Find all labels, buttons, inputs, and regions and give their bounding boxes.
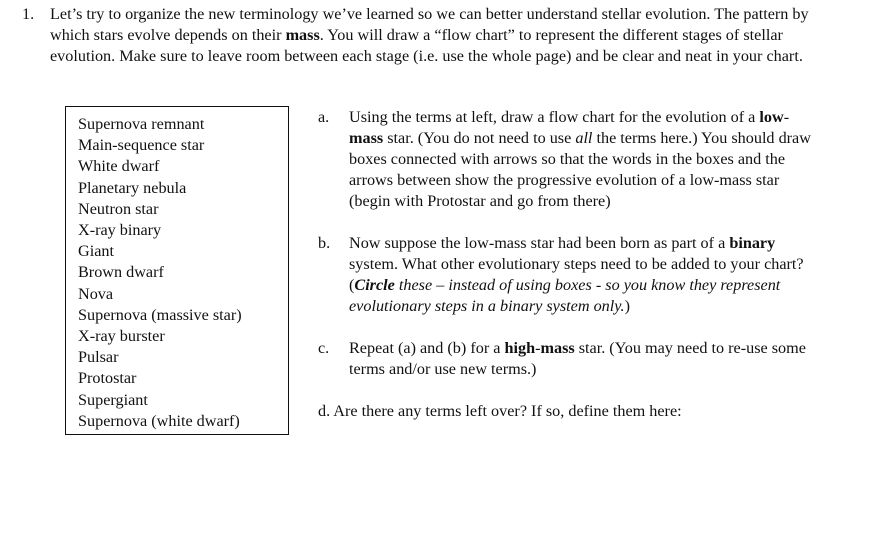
terms-list-box	[65, 106, 289, 435]
question-a-hyphen: -	[783, 108, 790, 126]
question-c-text: Repeat (a) and (b) for a	[349, 339, 505, 357]
term-item: Supernova (massive star)	[78, 305, 242, 324]
term-item: Neutron star	[78, 199, 159, 218]
question-d-text: Are there any terms left over? If so, define them here:	[333, 402, 682, 420]
sub-questions	[318, 107, 818, 422]
term-item: Pulsar	[78, 348, 119, 367]
term-item: Supernova remnant	[78, 115, 205, 133]
intro-sentence-1: Let’s try to organize the new terminology we’ve learned so we can better understand stellar evolution. The pattern by which stars evolve depends on their	[50, 5, 809, 44]
question-b-bold-italic-circle: Circle	[354, 276, 395, 294]
question-c-bold-mass: mass	[540, 339, 575, 357]
question-d-label: d.	[318, 402, 331, 420]
question-b	[318, 233, 818, 317]
term-item: Protostar	[78, 369, 137, 388]
question-b-text: system. What other evolutionary steps need to be added to your chart? (	[349, 255, 804, 294]
term-item: Supernova (white dwarf)	[78, 411, 240, 430]
term-item: Giant	[78, 242, 114, 261]
intro-bold-mass: mass	[285, 26, 320, 44]
question-b-label: b.	[318, 234, 331, 252]
question-a-bold-low: low	[759, 108, 784, 126]
question-a-italic-all: all	[575, 129, 593, 147]
terms-list	[78, 114, 288, 432]
question-c-text: star. (You may need to re-use some terms and/or use new terms.)	[349, 339, 806, 378]
term-item: Main-sequence star	[78, 136, 205, 155]
term-item: X-ray binary	[78, 221, 162, 240]
question-c-label: c.	[318, 339, 330, 357]
question-a-text: star. (You do not need to use	[383, 129, 576, 147]
question-a-bold-mass: mass	[349, 129, 384, 147]
term-item: White dwarf	[78, 157, 160, 176]
question-1-text	[22, 4, 822, 67]
question-a-label: a.	[318, 108, 330, 126]
intro-sentence-2: . You will draw a “flow chart” to represent the different stages of stellar evolution. Make sure to leave room between each stage (i.e. use the whole page) and be clear and neat in your chart.	[50, 26, 803, 65]
question-1-intro	[22, 4, 822, 67]
question-c-hyphen: -	[535, 339, 541, 357]
term-item: Supergiant	[78, 390, 148, 409]
question-a-text: Using the terms at left, draw a flow chart for the evolution of a	[349, 108, 760, 126]
question-c-bold-high: high	[504, 339, 536, 357]
question-number: 1.	[22, 5, 35, 23]
question-b-text: )	[624, 297, 630, 315]
question-a-text: the terms here.) You should draw boxes connected with arrows so that the words in the boxes and the arrows between show the progressive evolution of a low-mass star (begin with Protostar and go from there)	[349, 129, 811, 210]
question-a	[318, 107, 818, 212]
question-c	[318, 338, 818, 380]
term-item: X-ray burster	[78, 327, 165, 346]
term-item: Brown dwarf	[78, 263, 164, 282]
question-b-text: Now suppose the low-mass star had been born as part of a	[349, 234, 730, 252]
question-b-italic-text: these – instead of using boxes - so you know they represent evolutionary steps in a binary system only.	[349, 276, 781, 315]
question-d	[318, 401, 818, 422]
term-item: Planetary nebula	[78, 178, 187, 197]
question-b-bold-binary: binary	[729, 234, 776, 252]
term-item: Nova	[78, 284, 114, 303]
